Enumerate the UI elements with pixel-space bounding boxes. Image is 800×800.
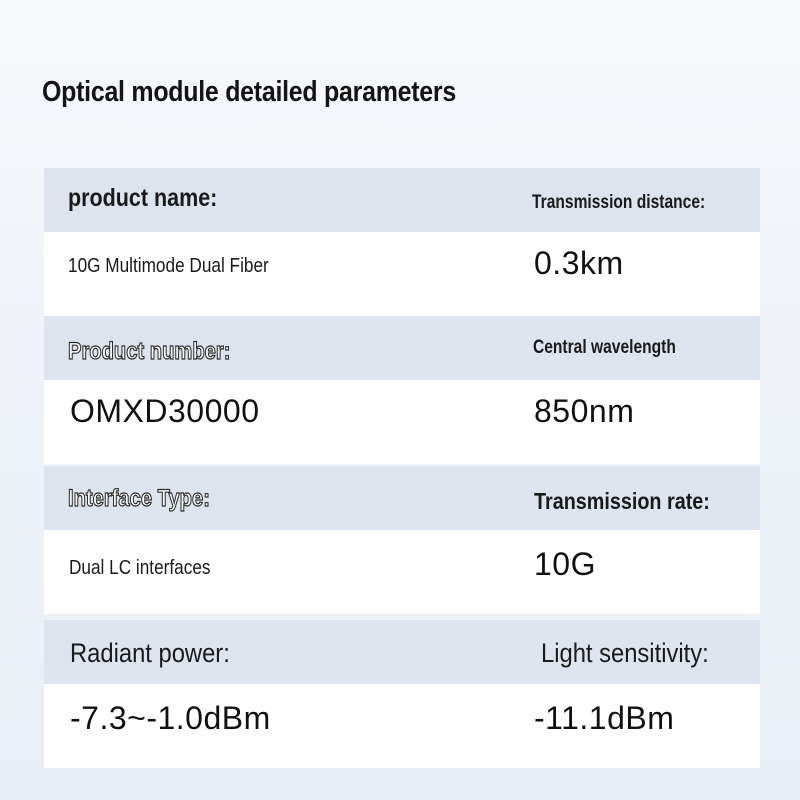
page-title: Optical module detailed parameters — [42, 76, 456, 108]
central-wavelength-value: 850nm — [534, 393, 635, 429]
interface-type-value: Dual LC interfaces — [69, 557, 211, 579]
transmission-distance-value: 0.3km — [534, 245, 624, 281]
product-name-value: 10G Multimode Dual Fiber — [68, 255, 269, 277]
interface-type-label: Interface Type: — [68, 485, 210, 512]
transmission-distance-label: Transmission distance: — [532, 192, 706, 213]
product-number-value: OMXD30000 — [70, 393, 260, 429]
radiant-power-value: -7.3~-1.0dBm — [70, 700, 271, 736]
central-wavelength-label: Central wavelength — [533, 337, 676, 358]
product-number-label: Product number: — [68, 338, 231, 365]
light-sensitivity-label: Light sensitivity: — [541, 638, 709, 668]
transmission-rate-value: 10G — [534, 546, 596, 582]
radiant-power-label: Radiant power: — [70, 638, 230, 668]
product-name-label: product name: — [68, 184, 218, 212]
light-sensitivity-value: -11.1dBm — [534, 700, 675, 736]
transmission-rate-label: Transmission rate: — [534, 488, 710, 514]
